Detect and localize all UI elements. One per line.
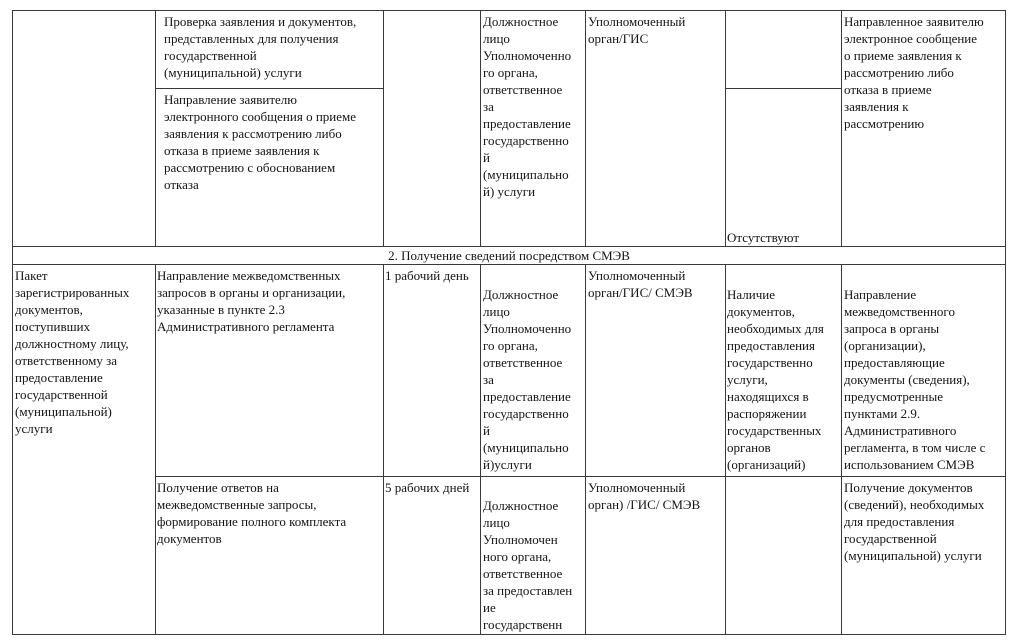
row-divider-top-actions — [155, 88, 383, 89]
col-border-6-top — [841, 10, 842, 247]
col-border-1-bottom — [155, 264, 156, 635]
responsible-official-row-b: Должностное лицо Уполномочен ного органа, ответственное за предоставлен ие государственн — [483, 498, 573, 632]
col-border-5-bottom — [725, 264, 726, 635]
col-border-3-top — [480, 10, 481, 247]
term-row-a: 1 рабочий день — [385, 268, 469, 283]
section-heading: 2. Получение сведений посредством СМЭВ — [388, 248, 630, 263]
responsible-official-top: Должностное лицо Уполномоченно го органа, ответственное за предоставление государственно й (муниципально й) услуги — [483, 14, 572, 199]
col-border-6-bottom — [841, 264, 842, 635]
col-border-2-bottom — [383, 264, 384, 635]
col-border-left-bottom — [12, 264, 13, 635]
step-action-send-notification: Направление заявителю электронного сообщения о приеме заявления к рассмотрению либо отказа в приеме заявления к рассмотрению с обоснованием отказа — [164, 92, 356, 192]
col-border-right-bottom — [1005, 264, 1006, 635]
row-divider-section2 — [155, 476, 1006, 477]
col-border-3-bottom — [480, 264, 481, 635]
result-row-b: Получение документов (сведений), необходимых для предоставления государственной (муниципальной) услуги — [844, 480, 985, 563]
decision-criteria-top: Отсутствуют — [727, 230, 800, 245]
information-system-row-b: Уполномоченный орган) /ГИС/ СМЭВ — [588, 480, 701, 512]
term-row-b: 5 рабочих дней — [385, 480, 470, 495]
col-border-4-bottom — [585, 264, 586, 635]
decision-criteria-row-a: Наличие документов, необходимых для предоставления государственно услуги, находящихся в распоряжении государственных органов (организаций) — [727, 287, 824, 472]
section-heading-bottom-border — [12, 264, 1006, 265]
col-border-right-top — [1005, 10, 1006, 247]
table-border-top — [12, 10, 1006, 11]
table-border-bottom — [12, 634, 1006, 635]
step-action-check-documents: Проверка заявления и документов, представленных для получения государственной (муниципальной) услуги — [164, 14, 357, 80]
step-action-receive-responses: Получение ответов на межведомственные запросы, формирование полного комплекта документов — [157, 480, 347, 546]
step-action-interagency-requests: Направление межведомственных запросов в органы и организации, указанные в пункте 2.3 Административного регламента — [157, 268, 346, 334]
col-border-4-top — [585, 10, 586, 247]
basis-registered-documents: Пакет зарегистрированных документов, поступивших должностному лицу, ответственному за предоставление государственной (муниципальной) услуги — [15, 268, 130, 436]
information-system-row-a: Уполномоченный орган/ГИС/ СМЭВ — [588, 268, 693, 300]
row-divider-top-criteria — [725, 88, 841, 89]
result-row-a: Направление межведомственного запроса в органы (организации), предоставляющие документы (сведения), предусмотренные пунктами 2.9. Административного регламента, в том числе с использованием СМЭВ — [844, 287, 986, 472]
col-border-1-top — [155, 10, 156, 247]
result-top: Направленное заявителю электронное сообщение о приеме заявления к рассмотрению либо отказа в приеме заявления к рассмотрению — [844, 14, 984, 131]
col-border-5-top — [725, 10, 726, 247]
heading-border-right — [1005, 246, 1006, 265]
information-system-top: Уполномоченный орган/ГИС — [588, 14, 686, 46]
col-border-2-top — [383, 10, 384, 247]
col-border-left-top — [12, 10, 13, 247]
responsible-official-row-a: Должностное лицо Уполномоченно го органа, ответственное за предоставление государственно й (муниципально й)услуги — [483, 287, 572, 472]
